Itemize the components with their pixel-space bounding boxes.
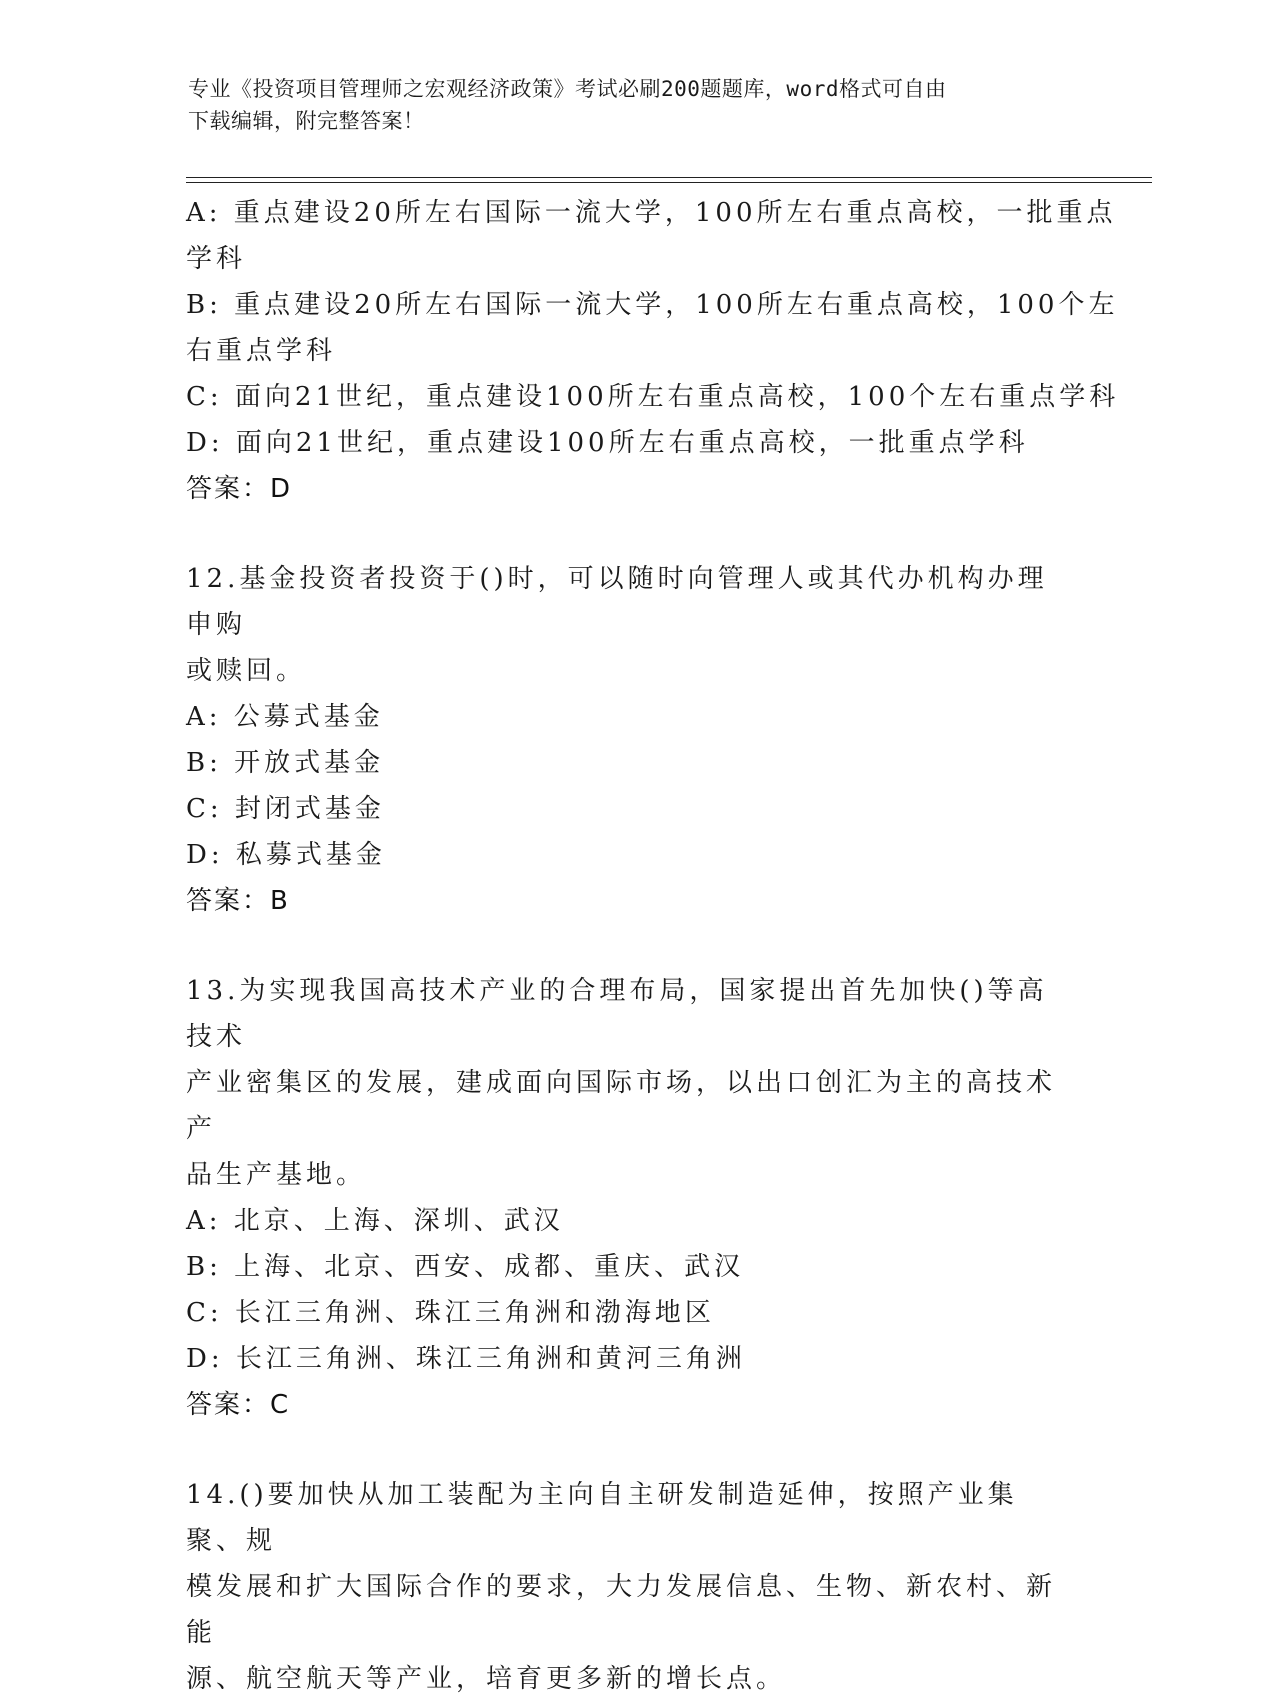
q11-option-b-line1: B: 重点建设20所左右国际一流大学，100所左右重点高校，100个左 — [186, 290, 1119, 320]
q12-text-line2: 或赎回。 — [186, 656, 307, 686]
spacer — [186, 924, 1086, 968]
q12-text-line1: 12.基金投资者投资于()时，可以随时向管理人或其代办机构办理申购 — [186, 564, 1048, 640]
q13-answer: 答案：C — [186, 1390, 291, 1420]
q12-answer: 答案：B — [186, 886, 290, 916]
header-divider-bottom — [186, 182, 1152, 183]
q11-option-a-line1: A: 重点建设20所左右国际一流大学，100所左右重点高校，一批重点 — [186, 198, 1117, 228]
q11-option-a-line2: 学科 — [186, 244, 247, 274]
q11-option-b-line2: 右重点学科 — [186, 336, 337, 366]
question-13-block — [186, 968, 1086, 1428]
q11-answer: 答案：D — [186, 474, 293, 504]
question-12-block — [186, 556, 1086, 924]
header-divider-top — [186, 177, 1152, 178]
q13-option-c: C: 长江三角洲、珠江三角洲和渤海地区 — [186, 1298, 715, 1328]
q12-option-a: A: 公募式基金 — [186, 702, 384, 732]
document-header — [188, 73, 1068, 137]
q14-text-line3: 源、航空航天等产业，培育更多新的增长点。 — [186, 1664, 787, 1694]
question-14-block — [186, 1472, 1086, 1702]
question-11-block — [186, 190, 1120, 512]
q11-option-c: C: 面向21世纪，重点建设100所左右重点高校，100个左右重点学科 — [186, 382, 1120, 412]
q13-option-a: A: 北京、上海、深圳、武汉 — [186, 1206, 564, 1236]
q13-text-line2: 产业密集区的发展，建成面向国际市场，以出口创汇为主的高技术产 — [186, 1068, 1057, 1144]
header-title-line-2: 下载编辑，附完整答案！ — [188, 109, 425, 133]
q13-text-line3: 品生产基地。 — [186, 1160, 367, 1190]
q11-option-d: D: 面向21世纪，重点建设100所左右重点高校，一批重点学科 — [186, 428, 1029, 458]
spacer — [186, 1428, 1086, 1472]
q12-option-c: C: 封闭式基金 — [186, 794, 385, 824]
spacer — [186, 512, 1086, 556]
q13-text-line1: 13.为实现我国高技术产业的合理布局，国家提出首先加快()等高技术 — [186, 976, 1048, 1052]
q13-option-d: D: 长江三角洲、珠江三角洲和黄河三角洲 — [186, 1344, 746, 1374]
document-body — [186, 190, 1120, 1702]
q12-option-b: B: 开放式基金 — [186, 748, 385, 778]
q12-option-d: D: 私募式基金 — [186, 840, 386, 870]
header-title-line-1: 专业《投资项目管理师之宏观经济政策》考试必刷200题题库，word格式可自由 — [188, 77, 947, 101]
q13-option-b: B: 上海、北京、西安、成都、重庆、武汉 — [186, 1252, 745, 1282]
q14-text-line1: 14.()要加快从加工装配为主向自主研发制造延伸，按照产业集聚、规 — [186, 1480, 1018, 1556]
q14-text-line2: 模发展和扩大国际合作的要求，大力发展信息、生物、新农村、新能 — [186, 1572, 1057, 1648]
